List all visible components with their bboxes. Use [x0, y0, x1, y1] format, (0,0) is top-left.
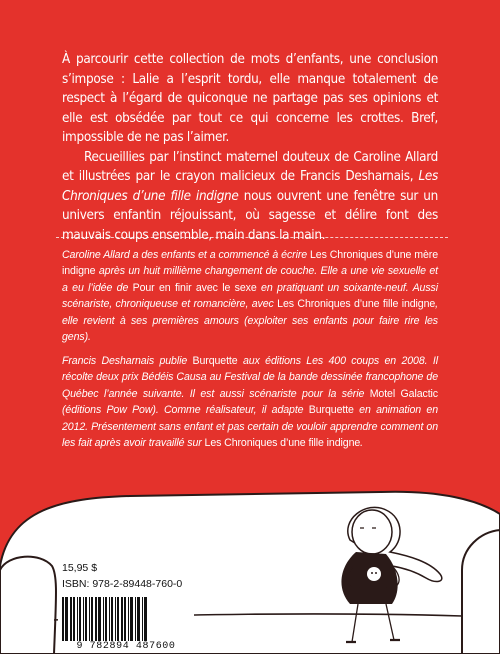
work-title: Les Chroniques d’une fille indigne: [204, 437, 361, 450]
barcode-bar: [89, 597, 90, 641]
barcode-digits: 9 782894 487600: [76, 641, 176, 652]
work-title: Burquette: [308, 404, 354, 417]
author-bio-caroline-allard: [62, 247, 438, 345]
bio-text: Caroline Allard a des enfants et a commencé à écrire: [62, 249, 311, 261]
barcode-bar: [142, 597, 143, 641]
book-title-mention: Les Chroniques d’une fille indigne: [62, 169, 438, 204]
barcode-bar: [62, 597, 64, 641]
bio-text: Francis Desharnais publie: [62, 355, 193, 367]
sofa-right-armrest: [462, 530, 500, 654]
blurb-paragraph-2: [62, 148, 438, 246]
barcode-bar: [109, 597, 110, 641]
barcode-bar: [65, 597, 68, 641]
barcode-bar: [91, 597, 93, 641]
bio-text: (éditions Pow Pow). Comme réalisateur, il adapte: [62, 404, 309, 417]
work-title: Les Chroniques d’une mère indigne: [62, 249, 438, 278]
dashed-divider: [56, 237, 448, 238]
back-cover-blurb: [62, 50, 438, 245]
barcode-bar: [130, 597, 133, 641]
blurb-paragraph-2-end: nous ouvrent une fenêtre sur un univers enfantin réjouissant, où sagesse et délire font des mauvais coups ensemble, main dans la main.: [62, 188, 438, 243]
barcode-bar: [121, 597, 123, 641]
barcode-bar: [95, 597, 97, 641]
bio-text: en pratiquant un soixante-neuf. Aussi scénariste, chroniqueuse et romancière, avec: [62, 281, 438, 311]
work-title: Motel Galactic: [369, 387, 439, 400]
girl-head: [352, 510, 392, 554]
barcode-bar: [128, 597, 129, 641]
barcode-bar: [73, 597, 75, 641]
work-title: Burquette: [192, 355, 238, 367]
bio-text: .: [360, 437, 363, 450]
work-title: Les Chroniques d’une fille indigne: [277, 298, 436, 311]
barcode-bar: [144, 597, 147, 641]
bio-text: en animation en 2012. Présentement sans enfant et pas certain de vouloir apprendre comment on les fait après avoir travaillé sur: [62, 404, 439, 450]
skull-print: [367, 567, 381, 581]
illustrator-bio-francis-desharnais: [62, 353, 438, 451]
barcode-bar: [77, 597, 78, 641]
barcode-bar: [105, 597, 107, 641]
barcode-bar: [115, 597, 116, 641]
barcode-bar: [124, 597, 126, 641]
sofa-left-armrest: [0, 557, 56, 654]
barcode-bar: [85, 597, 87, 641]
barcode-bar: [137, 597, 140, 641]
bio-text: , elle revient à ses premières amours (exploiter ses enfants pour faire rire les gens).: [62, 298, 438, 344]
isbn-label: ISBN: 978-2-89448-760-0: [62, 578, 183, 590]
barcode-bar: [111, 597, 113, 641]
bio-text: aux éditions Les 400 coups en 2008. Il récolte deux prix Bédéis Causa au Festival de la bande dessinée francophone de Québec l’année suivante. Il est aussi scénariste pour la série: [62, 355, 438, 400]
price-label: 15,95 $: [62, 562, 98, 574]
barcode-bar: [103, 597, 104, 641]
blurb-paragraph-1: À parcourir cette collection de mots d’enfants, une conclusion s’impose : Lalie a l’esprit tordu, elle manque totalement de respect à l’égard de quiconque ne partage pas ses opinions et elle est obsédée par tout ce qui concerne les crottes. Bref, impossible de ne pas l’aimer.: [62, 52, 438, 145]
barcode-bar: [79, 597, 81, 641]
work-title: Pour en finir avec le sexe: [132, 281, 257, 294]
barcode: [58, 594, 194, 642]
bio-text: après un huit millième changement de couche. Elle a une vie sexuelle et a eu l’idée de: [62, 265, 438, 294]
blurb-paragraph-2-start: Recueillies par l’instinct maternel douteux de Caroline Allard et illustrées par le crayon malicieux de Francis Desharnais,: [62, 149, 438, 184]
barcode-bar: [117, 597, 119, 641]
barcode-bar: [70, 597, 72, 641]
barcode-bar: [83, 597, 84, 641]
barcode-bar: [98, 597, 101, 641]
barcode-bar: [135, 597, 136, 641]
